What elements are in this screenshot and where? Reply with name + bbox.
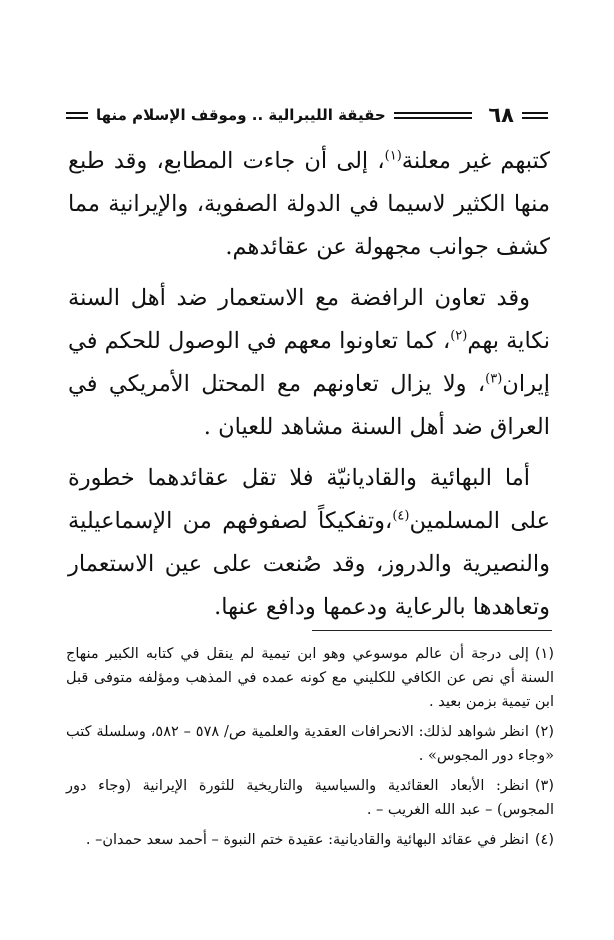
paragraph-text: ، كما تعاونوا معهم في الوصول للحكم في إيران: [68, 328, 550, 397]
paragraph-1: [68, 140, 550, 269]
paragraph-text: ،وتفكيكاً لصفوفهم من الإسماعيلية والنصيرية والدروز، وقد صُنعت على عين الاستعمار وتعاهدها بالرعاية ودعمها ودافع عنها.: [68, 508, 550, 620]
page-number: ٦٨: [488, 103, 514, 127]
footnote-mark: (٤): [534, 832, 554, 848]
footnote-mark: (١): [534, 646, 554, 662]
running-header: [66, 102, 548, 128]
footnote-2: [66, 720, 554, 768]
footnote-1: [66, 642, 554, 714]
header-rule-right: [522, 112, 548, 119]
header-rule-left: [66, 112, 88, 119]
footnote-mark: (٢): [534, 724, 554, 740]
footnote-ref: (٤): [392, 508, 410, 524]
header-rule-middle: [394, 112, 473, 119]
paragraph-text: ، إلى أن جاءت المطابع، وقد طبع منها الكثير لاسيما في الدولة الصفوية، والإيرانية مما كشف جوانب مجهولة عن عقائدهم.: [68, 148, 550, 260]
footnote-ref: (١): [384, 148, 402, 164]
paragraph-3: [68, 457, 550, 629]
footnote-ref: (٣): [485, 371, 503, 387]
paragraph-text: أما البهائية والقاديانيّة فلا تقل عقائدهما خطورة على المسلمين: [68, 465, 550, 534]
paragraph-text: وقد تعاون الرافضة مع الاستعمار ضد أهل السنة نكاية بهم: [68, 285, 550, 354]
main-text: [68, 140, 550, 629]
footnote-ref: (٢): [450, 328, 468, 344]
footnote-4: [66, 828, 554, 852]
footnote-text: انظر شواهد لذلك: الانحرافات العقدية والعلمية ص/ ٥٧٨ – ٥٨٢، وسلسلة كتب «وجاء دور المجوس» .: [66, 724, 554, 764]
footnote-separator: [312, 630, 552, 631]
footnote-text: إلى درجة أن عالم موسوعي وهو ابن تيمية لم ينقل في كتابه الكبير منهاج السنة أي نص عن الكافي للكليني مع كونه عمده في المذهب ومؤلفه متوفى قبل ابن تيمية بزمن بعيد .: [66, 646, 554, 710]
paragraph-text: ، ولا يزال تعاونهم مع المحتل الأمريكي في العراق ضد أهل السنة مشاهد للعيان .: [68, 371, 550, 440]
paragraph-2: [68, 277, 550, 449]
footnote-3: [66, 774, 554, 822]
footnotes: [66, 642, 554, 858]
header-title: حقيقة الليبرالية .. وموقف الإسلام منها: [96, 106, 386, 124]
footnote-text: انظر: الأبعاد العقائدية والسياسية والتاريخية للثورة الإيرانية (وجاء دور المجوس) – عبد الله الغريب – .: [66, 778, 554, 818]
footnote-mark: (٣): [534, 778, 554, 794]
paragraph-text: كتبهم غير معلنة: [401, 148, 550, 174]
footnote-text: انظر في عقائد البهائية والقاديانية: عقيدة ختم النبوة – أحمد سعد حمدان– .: [85, 832, 529, 848]
